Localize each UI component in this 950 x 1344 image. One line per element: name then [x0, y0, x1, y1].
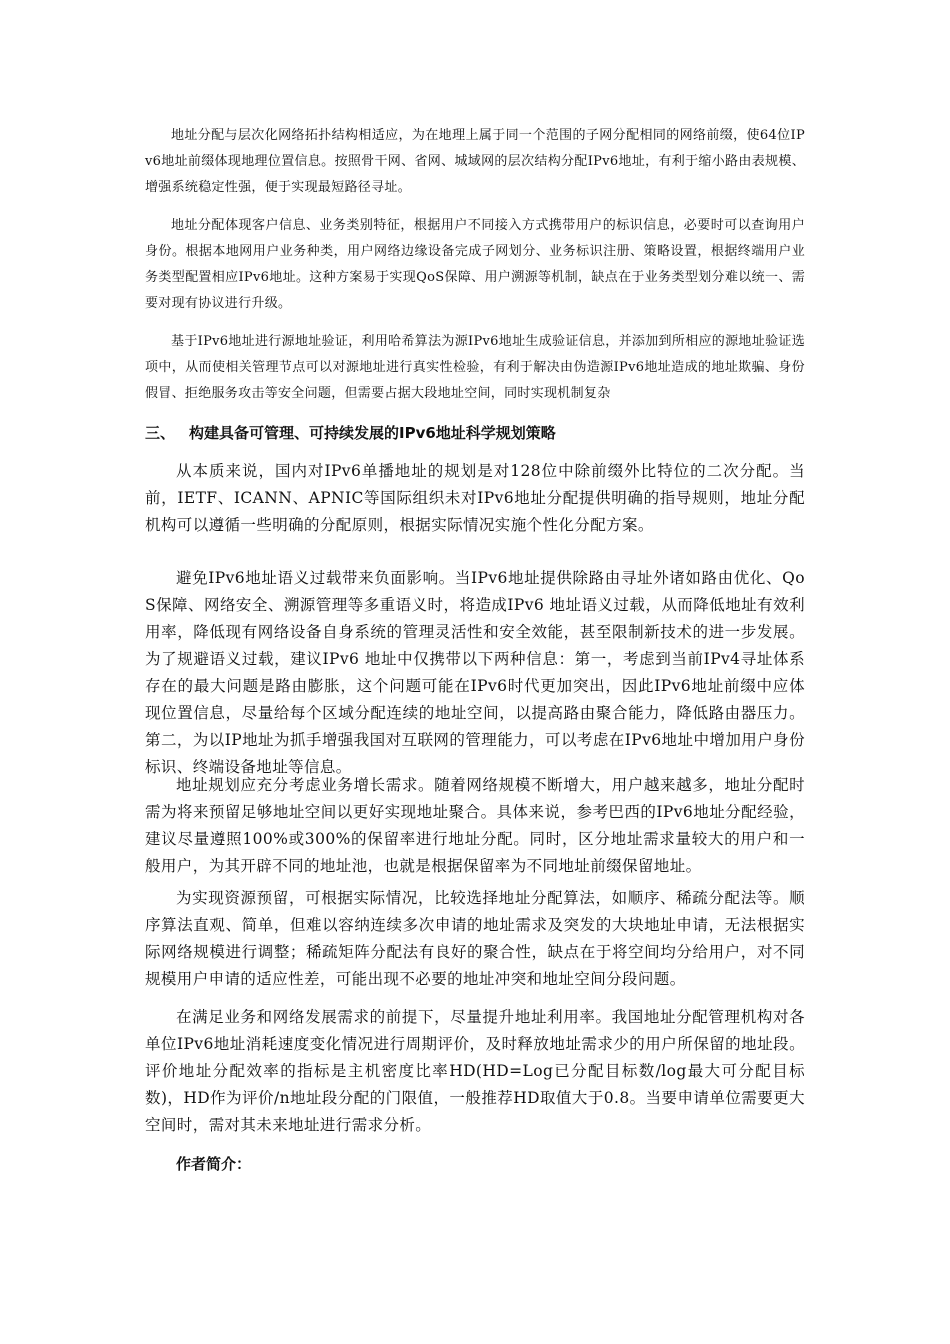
body-paragraph-2: 避免IPv6地址语义过载带来负面影响。当IPv6地址提供除路由寻址外诸如路由优化、QoS保障、网络安全、溯源管理等多重语义时，将造成IPv6 地址语义过载，从而降低地址有效利用率，降低现有网络设备自身系统的管理灵活性和安全效能，甚至限制新技术的进一步发展。为了规避语义过载，建议IPv6 地址中仅携带以下两种信息：第一，考虑到当前IPv4寻址体系存在的最大问题是路由膨胀，这个问题可能在IPv6时代更加突出，因此IPv6地址前缀中应体现位置信息，尽量给每个区域分配连续的地址空间，以提高路由聚合能力，降低路由器压力。第二，为以IP地址为抓手增强我国对互联网的管理能力，可以考虑在IPv6地址中增加用户身份标识、终端设备地址等信息。	[145, 569, 805, 776]
body-paragraph-1: 从本质来说，国内对IPv6单播地址的规划是对128位中除前缀外比特位的二次分配。当前，IETF、ICANN、APNIC等国际组织未对IPv6地址分配提供明确的指导规则，地址分配机构可以遵循一些明确的分配原则，根据实际情况实施个性化分配方案。	[145, 462, 805, 534]
body-paragraph-4: 为实现资源预留，可根据实际情况，比较选择地址分配算法，如顺序、稀疏分配法等。顺序算法直观、简单，但难以容纳连续多次申请的地址需求及突发的大块地址申请，无法根据实际网络规模进行调整；稀疏矩阵分配法有良好的聚合性，缺点在于将空间均分给用户，对不同规模用户申请的适应性差，可能出现不必要的地址冲突和地址空间分段问题。	[145, 889, 805, 988]
section-heading	[145, 420, 805, 446]
body-paragraph-5: 在满足业务和网络发展需求的前提下，尽量提升地址利用率。我国地址分配管理机构对各单位IPv6地址消耗速度变化情况进行周期评价，及时释放地址需求少的用户所保留的地址段。评价地址分配效率的指标是主机密度比率HD(HD=Log已分配目标数/log最大可分配目标数)，HD作为评价/n地址段分配的门限值，一般推荐HD取值大于0.8。当要申请单位需要更大空间时，需对其未来地址进行需求分析。	[145, 1008, 805, 1134]
section-number: 三、	[145, 424, 176, 442]
intro-paragraph-1: 地址分配与层次化网络拓扑结构相适应，为在地理上属于同一个范围的子网分配相同的网络前缀，使64位IPv6地址前缀体现地理位置信息。按照骨干网、省网、城域网的层次结构分配IPv6地址，有利于缩小路由表规模、增强系统稳定性强，便于实现最短路径寻址。	[145, 128, 805, 195]
author-label: 作者简介：	[176, 1155, 252, 1173]
intro-paragraph-3: 基于IPv6地址进行源地址验证，利用哈希算法为源IPv6地址生成验证信息，并添加到所相应的源地址验证选项中，从而使相关管理节点可以对源地址进行真实性检验，有利于解决由伪造源IPv6地址造成的地址欺骗、身份假冒、拒绝服务攻击等安全问题，但需要占据大段地址空间，同时实现机制复杂	[145, 334, 805, 401]
body-paragraph-3: 地址规划应充分考虑业务增长需求。随着网络规模不断增大，用户越来越多，地址分配时需为将来预留足够地址空间以更好实现地址聚合。具体来说，参考巴西的IPv6地址分配经验，建议尽量遵照100%或300%的保留率进行地址分配。同时，区分地址需求量较大的用户和一般用户，为其开辟不同的地址池，也就是根据保留率为不同地址前缀保留地址。	[145, 776, 805, 875]
section-title: 构建具备可管理、可持续发展的IPv6地址科学规划策略	[189, 424, 556, 442]
intro-paragraph-2: 地址分配体现客户信息、业务类别特征，根据用户不同接入方式携带用户的标识信息，必要时可以查询用户身份。根据本地网用户业务种类，用户网络边缘设备完成子网划分、业务标识注册、策略设置，根据终端用户业务类型配置相应IPv6地址。这种方案易于实现QoS保障、用户溯源等机制，缺点在于业务类型划分难以统一、需要对现有协议进行升级。	[145, 218, 805, 311]
